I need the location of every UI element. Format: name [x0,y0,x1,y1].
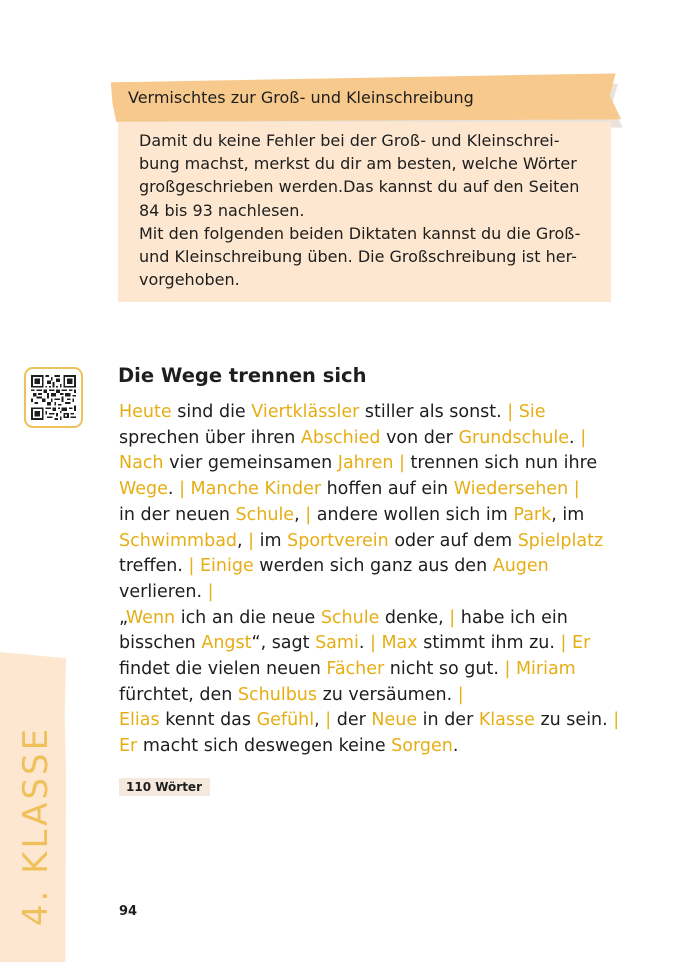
info-line: großgeschrieben werden.Das kannst du auf den Seiten [139,177,580,197]
dictation-text-segment: hoffen auf ein [321,479,454,500]
dictation-line [119,683,619,709]
capitalized-word: Sportverein [287,530,389,551]
dictation-text-segment: , [294,504,306,525]
dictation-line [119,477,619,503]
info-line: und Kleinschreibung üben. Die Großschreibung ist her- [139,247,577,267]
dictation-text-segment: in der neuen [119,504,236,525]
dictation-text-segment: vier gemeinsamen [163,453,338,474]
section-title: Vermischtes zur Groß- und Kleinschreibung [128,88,474,107]
dictation-line [119,657,619,683]
dictation-text-segment: werden sich ganz aus den [253,556,493,577]
dictation-text-segment: . [167,479,180,500]
info-line: 84 bis 93 nachlesen. [139,200,305,220]
qr-code-icon [31,375,76,420]
dictation-line [119,503,619,529]
dictation-text-segment: denke, [379,607,450,628]
dictation-text-segment: , [314,710,326,731]
dictation-text-segment: , [237,530,249,551]
dictation-separator: | [188,556,195,577]
capitalized-word: Gefühl [256,710,315,731]
dictation-text-segment: . [452,736,459,757]
dictation-text-segment: von der [380,427,459,448]
capitalized-word: Grundschule [458,427,570,448]
capitalized-word: Spielplatz [517,530,604,551]
dictation-line [119,580,619,606]
capitalized-word: Miriam [515,659,576,680]
dictation-separator: | [573,479,580,500]
capitalized-word: Park [513,504,552,525]
capitalized-word: Jahren [337,453,394,474]
dictation-line [119,606,619,632]
capitalized-word: Er [572,633,591,654]
capitalized-word: Sie [518,402,546,422]
info-line: Mit den folgenden beiden Diktaten kannst du die Groß- [139,223,581,243]
dictation-text-segment: trennen sich nun ihre [404,453,598,474]
dictation-line [119,631,619,657]
capitalized-word: Manche [190,479,259,500]
dictation-separator: | [560,633,567,654]
qr-code[interactable] [24,367,83,428]
page-number: 94 [119,904,138,919]
capitalized-word: Er [119,736,138,757]
dictation-separator: | [613,710,620,731]
dictation-text-segment: nicht so gut. [384,659,505,680]
dictation-separator: | [504,659,511,680]
dictation-line [119,400,619,426]
dictation-text-segment: ich an die neue [175,607,321,628]
dictation-text-segment: in der [417,710,479,731]
capitalized-word: Schule [320,607,380,628]
capitalized-word: Sorgen [391,736,453,757]
capitalized-word: Wege [119,479,168,500]
capitalized-word: Wiedersehen [453,479,569,500]
dictation-title: Die Wege trennen sich [118,364,367,387]
capitalized-word: Fächer [326,659,385,680]
dictation-text-segment: , im [551,504,585,525]
dictation-text-segment: im [254,530,288,551]
info-line: Damit du keine Fehler bei der Groß- und Kleinschrei- [139,131,560,150]
dictation-text-segment: “, sagt [251,633,316,654]
dictation-text-segment: oder auf dem [388,530,518,551]
dictation-line [119,426,619,452]
capitalized-word: Viertklässler [251,402,360,422]
dictation-separator: | [580,427,587,448]
capitalized-word: Schule [235,504,295,525]
dictation-text-segment: stimmt ihm zu. [417,633,561,654]
capitalized-word: Augen [492,556,549,577]
dictation-text-segment: fürchtet, den [119,684,238,705]
capitalized-word: Kinder [264,479,322,500]
dictation-separator: | [369,633,376,654]
dictation-text-segment: sind die [171,402,252,422]
capitalized-word: Elias [119,710,160,731]
dictation-text-segment: verlieren. [119,581,208,602]
capitalized-word: Max [381,633,418,654]
dictation-separator: | [449,607,456,628]
dictation-separator: | [179,479,185,500]
dictation-separator: | [399,453,405,474]
dictation-text-segment: treffen. [119,556,189,577]
dictation-text-segment: findet die vielen neuen [119,659,327,680]
dictation-text-segment: . [358,633,370,654]
word-count-badge: 110 Wörter [119,778,210,796]
dictation-text-segment: andere wollen sich im [311,504,514,525]
capitalized-word: Sami [315,633,359,654]
capitalized-word: Neue [371,710,418,731]
dictation-separator: | [207,581,214,602]
dictation-line [119,554,619,580]
grade-label: 4. KLASSE [16,725,56,927]
dictation-text-segment: bisschen [119,633,202,654]
dictation-text-segment: der [331,710,372,731]
dictation-text-segment: habe ich ein [455,607,568,628]
capitalized-word: Heute [119,402,172,422]
dictation-separator: | [248,530,255,551]
capitalized-word: Einige [199,556,254,577]
dictation-line [119,708,619,734]
dictation-text-segment: stiller als sonst. [359,402,508,422]
dictation-separator: | [325,710,332,731]
dictation-line [119,451,619,477]
capitalized-word: Klasse [478,710,535,731]
dictation-text-segment: macht sich deswegen keine [137,736,392,757]
dictation-line [119,529,619,555]
capitalized-word: Schulbus [237,684,318,705]
info-box [118,122,611,302]
dictation-separator: | [507,402,514,422]
info-line: bung machst, merkst du dir am besten, welche Wörter [139,154,577,174]
capitalized-word: Angst [201,633,252,654]
dictation-text [119,400,619,760]
capitalized-word: Wenn [125,607,176,628]
capitalized-word: Nach [119,453,164,474]
info-line: vorgehoben. [139,270,240,290]
dictation-text-segment: „ [119,607,126,628]
dictation-text-segment: zu sein. [534,710,614,731]
dictation-separator: | [457,684,464,705]
dictation-text-segment: . [569,427,581,448]
dictation-separator: | [305,504,312,525]
dictation-line [119,734,619,760]
dictation-text-segment: kennt das [159,710,257,731]
capitalized-word: Schwimmbad [119,530,238,551]
dictation-text-segment: zu versäumen. [317,684,458,705]
capitalized-word: Abschied [300,427,381,448]
dictation-text-segment: sprechen über ihren [119,427,301,448]
